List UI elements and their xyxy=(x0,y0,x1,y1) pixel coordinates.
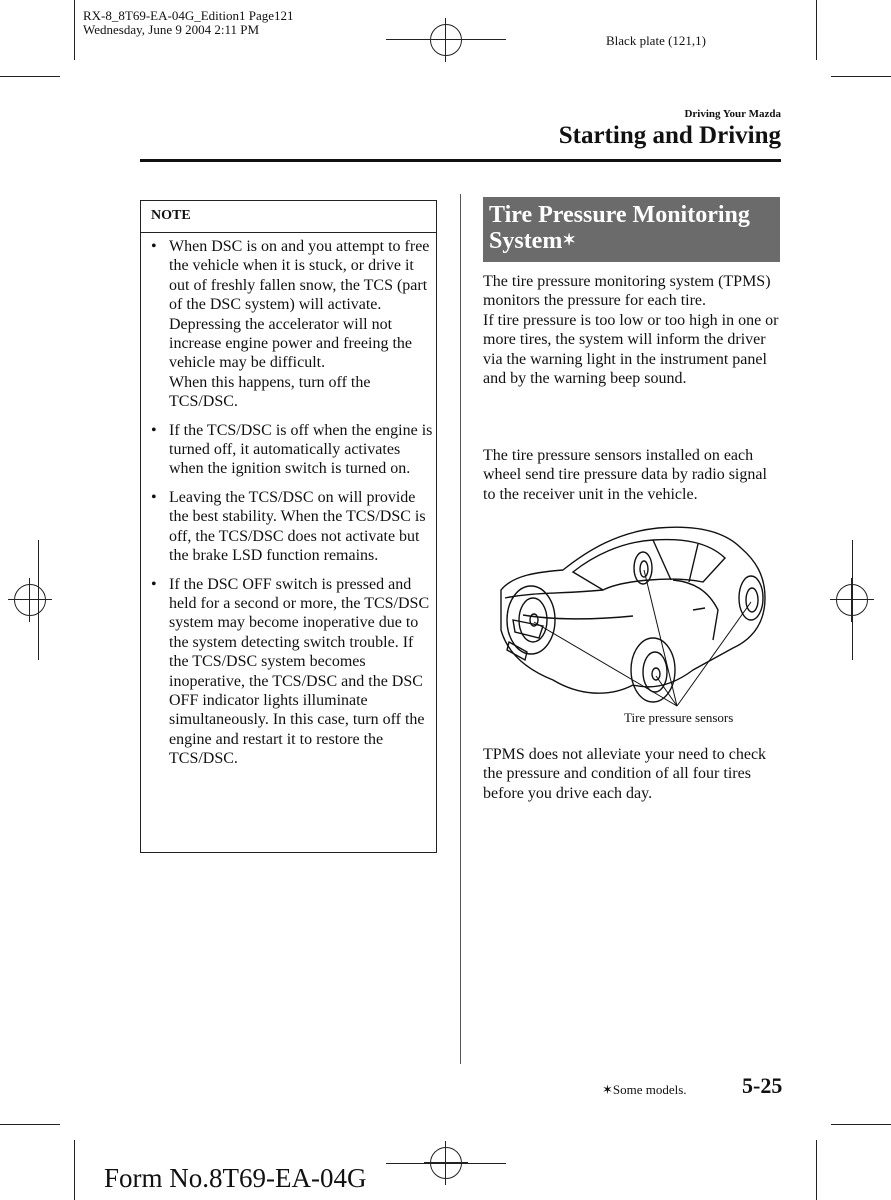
file-info-line1: RX-8_8T69-EA-04G_Edition1 Page121 xyxy=(83,8,294,23)
crop-mark xyxy=(816,1140,817,1200)
crop-mark xyxy=(831,76,891,77)
registration-mark xyxy=(424,18,468,62)
bullet: • xyxy=(151,238,157,255)
tpms-para-2: The tire pressure sensors installed on each wheel send tire pressure data by radio signal to the receiver unit in the vehicle. xyxy=(483,447,767,503)
title-rule xyxy=(140,159,781,162)
tpms-heading xyxy=(483,197,780,262)
registration-mark xyxy=(8,578,52,622)
note-item-text: Leaving the TCS/DSC on will provide the best stability. When the TCS/DSC is off, the TCS/DSC does not activate but the brake LSD function remains. xyxy=(169,488,426,565)
page-number: 5-25 xyxy=(742,1073,783,1098)
note-item xyxy=(149,488,434,566)
tpms-para-1a: The tire pressure monitoring system (TPMS) monitors the pressure for each tire. xyxy=(483,273,771,310)
crop-mark xyxy=(816,0,817,60)
crop-mark xyxy=(831,1124,891,1125)
note-item-extra: When this happens, turn off the TCS/DSC. xyxy=(169,373,371,411)
car-illustration xyxy=(493,520,773,710)
file-info-line2: Wednesday, June 9 2004 2:11 PM xyxy=(83,22,260,37)
form-number: Form No.8T69-EA-04G xyxy=(104,1163,367,1193)
note-item xyxy=(149,575,434,769)
note-item-text: When DSC is on and you attempt to free the vehicle when it is stuck, or drive it out of freshly fallen snow, the TCS (part of the DSC system) will activate. Depressing the accelerator will not increase engine power and freeing the vehicle may be difficult. xyxy=(169,238,430,372)
tpms-paragraph xyxy=(483,272,783,388)
bullet: • xyxy=(151,575,157,593)
registration-mark xyxy=(830,578,874,622)
page-title: Starting and Driving xyxy=(558,122,781,149)
registration-mark xyxy=(424,1141,468,1185)
column-divider xyxy=(460,194,461,1064)
plate-info: Black plate (121,1) xyxy=(606,33,706,48)
tpms-para-1b: If tire pressure is too low or too high in one or more tires, the system will inform the driver via the warning light in the instrument panel and by the warning beep sound. xyxy=(483,311,779,388)
tpms-para-3: TPMS does not alleviate your need to check the pressure and condition of all four tires before you drive each day. xyxy=(483,746,767,802)
note-list xyxy=(149,237,434,778)
note-heading: NOTE xyxy=(141,201,436,233)
bullet: • xyxy=(151,421,157,439)
note-box xyxy=(140,200,437,853)
tpms-heading-text: Tire Pressure Monitoring System xyxy=(489,202,750,254)
crop-mark xyxy=(0,1124,60,1125)
bullet: • xyxy=(151,488,157,506)
note-item-text: If the TCS/DSC is off when the engine is turned off, it automatically activates when the ignition switch is turned on. xyxy=(169,421,433,478)
crop-mark xyxy=(74,1140,75,1200)
model-star-icon: ✶ xyxy=(562,232,576,249)
footnote: ✶Some models. xyxy=(602,1082,687,1097)
note-item xyxy=(149,421,434,479)
note-item xyxy=(149,237,434,412)
section-subtitle: Driving Your Mazda xyxy=(684,108,781,120)
figure-caption: Tire pressure sensors xyxy=(624,710,734,725)
crop-mark xyxy=(74,0,75,60)
note-item-text: If the DSC OFF switch is pressed and held for a second or more, the TCS/DSC system may become inoperative due to the system detecting switch trouble. If the TCS/DSC system becomes inoperative, the TCS/DSC and the DSC OFF indicator lights illuminate simultaneously. In this case, turn off the engine and restart it to restore the TCS/DSC. xyxy=(169,575,430,768)
crop-mark xyxy=(0,76,60,77)
